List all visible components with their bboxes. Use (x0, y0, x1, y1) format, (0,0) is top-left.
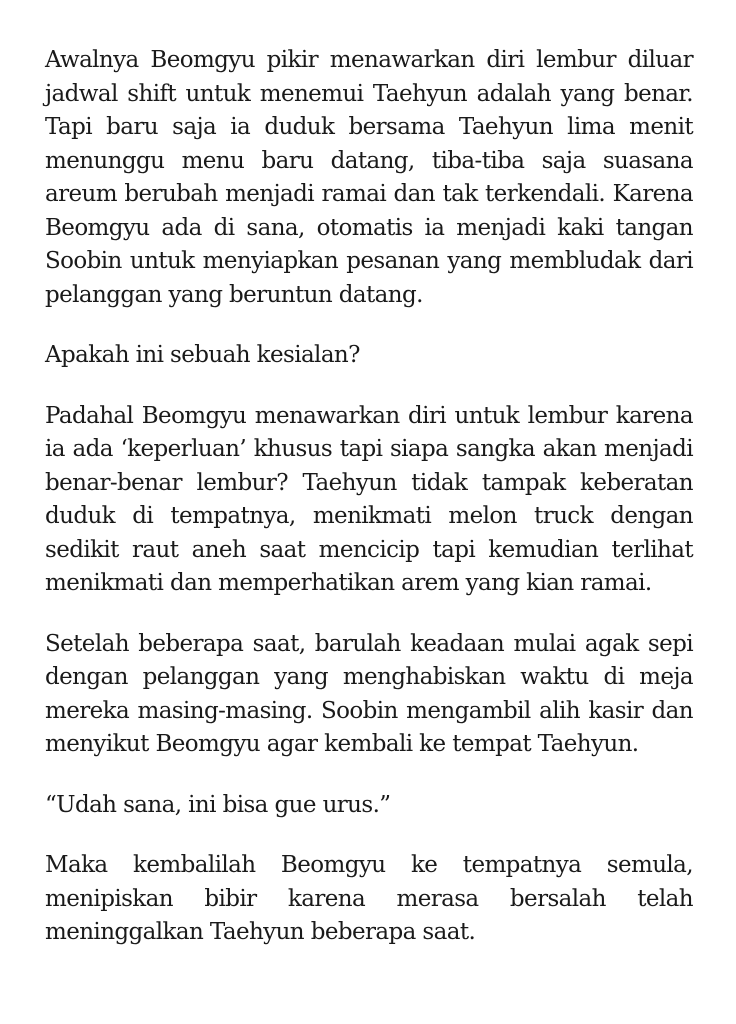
story-text (45, 44, 693, 950)
paragraph-5-dialogue: “Udah sana, ini bisa gue urus.” (45, 791, 391, 818)
paragraph-4: Setelah beberapa saat, barulah keadaan mulai agak sepi dengan pelanggan yang menghabiskan waktu di meja mereka masing-masing. Soobin mengambil alih kasir dan menyikut Beomgyu agar kembali ke tempat Taehyun. (45, 630, 693, 757)
paragraph-1: Awalnya Beomgyu pikir menawarkan diri lembur diluar jadwal shift untuk menemui Taehyun adalah yang benar. Tapi baru saja ia duduk bersama Taehyun lima menit menunggu menu baru datang, tiba-tiba saja suasana areum berubah menjadi ramai dan tak terkendali. Karena Beomgyu ada di sana, otomatis ia menjadi kaki tangan Soobin untuk menyiapkan pesanan yang membludak dari pelanggan yang beruntun datang. (45, 47, 693, 308)
paragraph-3: Padahal Beomgyu menawarkan diri untuk lembur karena ia ada ‘keperluan’ khusus tapi siapa sangka akan menjadi benar-benar lembur? Taehyun tidak tampak keberatan duduk di tempatnya, menikmati melon truck dengan sedikit raut aneh saat mencicip tapi kemudian terlihat menikmati dan memperhatikan arem yang kian ramai. (45, 402, 693, 596)
paragraph-2: Apakah ini sebuah kesialan? (45, 342, 360, 368)
paragraph-6: Maka kembalilah Beomgyu ke tempatnya semula, menipiskan bibir karena merasa bersalah telah meninggalkan Taehyun beberapa saat. (45, 852, 693, 945)
